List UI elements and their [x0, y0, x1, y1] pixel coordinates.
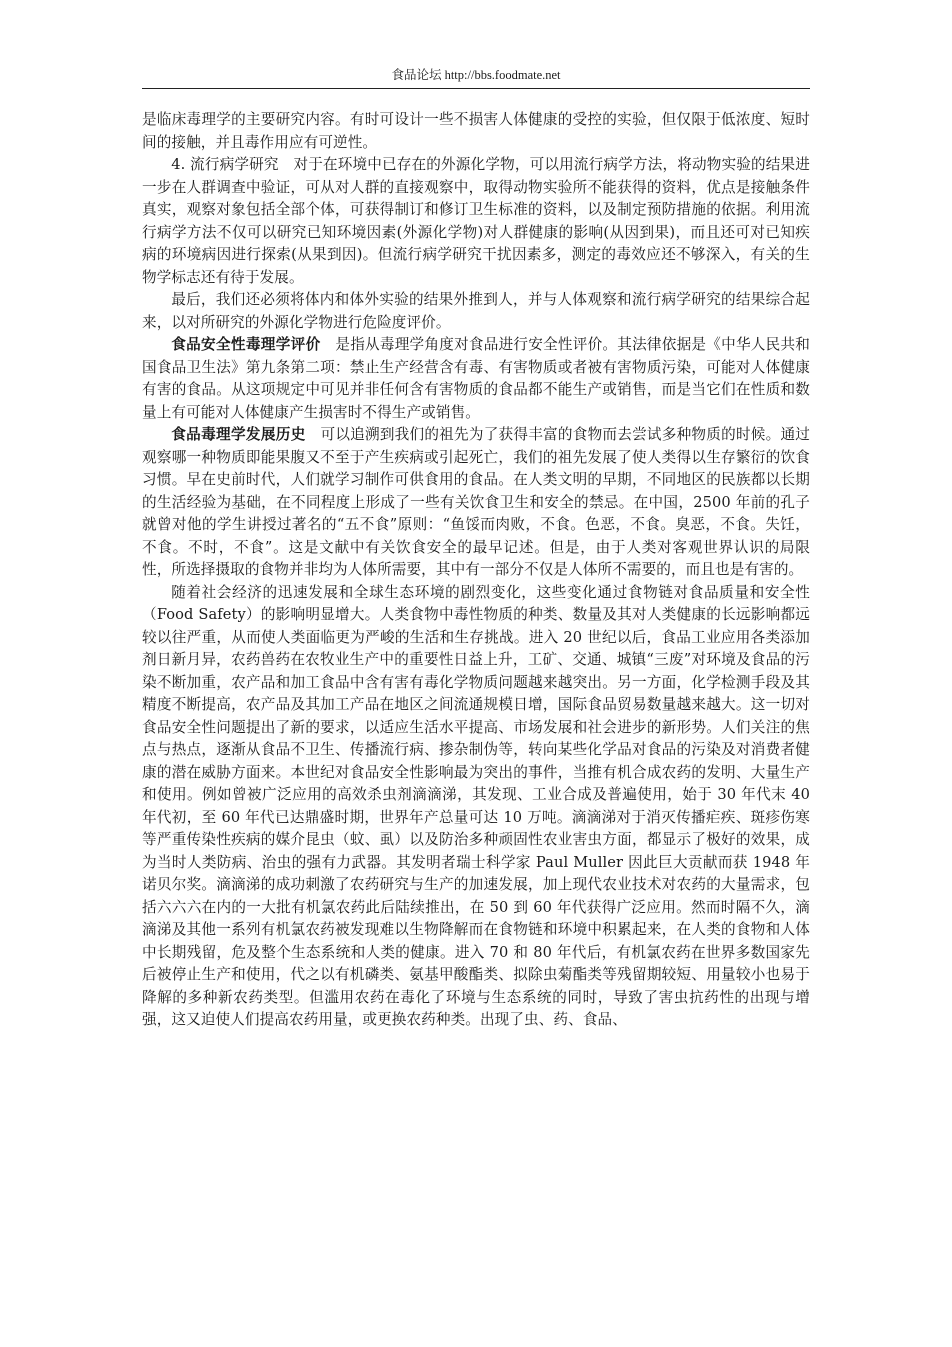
paragraph-text: 随着社会经济的迅速发展和全球生态环境的剧烈变化，这些变化通过食物链对食品质量和安全性（Food Safety）的影响明显增大。人类食物中毒性物质的种类、数量及其对人类健康的长远影响都远较以往严重，从而使人类面临更为严峻的生活和生存挑战。进入 20 世纪以后，食品工业应用各类添加剂日新月异，农药兽药在农牧业生产中的重要性日益上升，工矿、交通、城镇“三废”对环境及食品的污染不断加重，农产品和加工食品中含有害有毒化学物质问题越来越突出。另一方面，化学检测手段及其精度不断提高，农产品及其加工产品在地区之间流通规模日增，国际食品贸易数量越来越大。这一切对食品安全性问题提出了新的要求，以适应生活水平提高、市场发展和社会进步的新形势。人们关注的焦点与热点，逐渐从食品不卫生、传播流行病、掺杂制伪等，转向某些化学品对食品的污染及对消费者健康的潜在威胁方面来。本世纪对食品安全性影响最为突出的事件，当推有机合成农药的发明、大量生产和使用。例如曾被广泛应用的高效杀虫剂滴滴涕，其发现、工业合成及普遍使用，始于 30 年代末 40 年代初，至 60 年代已达鼎盛时期，世界年产总量可达 10 万吨。滴滴涕对于消灭传播疟疾、斑疹伤寒等严重传染性疾病的媒介昆虫（蚊、虱）以及防治多种顽固性农业害虫方面，都显示了极好的效果，成为当时人类防病、治虫的强有力武器。其发明者瑞士科学家 Paul Muller 因此巨大贡献而获 1948 年诺贝尔奖。滴滴涕的成功刺激了农药研究与生产的加速发展，加上现代农业技术对农药的大量需求，包括六六六在内的一大批有机氯农药此后陆续推出，在 50 到 60 年代获得广泛应用。然而时隔不久，滴滴涕及其他一系列有机氯农药被发现难以生物降解而在食物链和环境中积累起来，在人类的食物和人体中长期残留，危及整个生态系统和人类的健康。进入 70 和 80 年代后，有机氯农药在世界多数国家先后被停止生产和使用，代之以有机磷类、氨基甲酸酯类、拟除虫菊酯类等残留期较短、用量较小也易于降解的多种新农药类型。但滥用农药在毒化了环境与生态系统的同时，导致了害虫抗药性的出现与增强，这又迫使人们提高农药用量，或更换农药种类。出现了虫、药、食品、	[142, 583, 810, 1028]
paragraph-clinical-toxicology	[142, 109, 810, 154]
paragraph-food-safety-evaluation	[142, 334, 810, 424]
paragraph-text: 4. 流行病学研究 对于在环境中已存在的外源化学物，可以用流行病学方法，将动物实验的结果进一步在人群调查中验证，可从对人群的直接观察中，取得动物实验所不能获得的资料，优点是接触条件真实，观察对象包括全部个体，可获得制订和修订卫生标准的资料，以及制定预防措施的依据。利用流行病学方法不仅可以研究已知环境因素(外源化学物)对人群健康的影响(从因到果)，而且还可对已知疾病的环境病因进行探索(从果到因)。但流行病学研究干扰因素多，测定的毒效应还不够深入，有关的生物学标志还有待于发展。	[142, 156, 810, 286]
paragraph-epidemiology	[142, 154, 810, 289]
paragraph-history	[142, 424, 810, 582]
header-divider	[142, 88, 810, 89]
paragraph-risk-assessment	[142, 289, 810, 334]
paragraph-text: 最后，我们还必须将体内和体外实验的结果外推到人，并与人体观察和流行病学研究的结果综合起来，以对所研究的外源化学物进行危险度评价。	[142, 291, 810, 331]
paragraph-text: 是临床毒理学的主要研究内容。有时可设计一些不损害人体健康的受控的实验，但仅限于低浓度、短时间的接触，并且毒作用应有可逆性。	[142, 111, 810, 151]
paragraph-modern-development	[142, 582, 810, 1032]
paragraph-text: 是指从毒理学角度对食品进行安全性评价。其法律依据是《中华人民共和国食品卫生法》第九条第二项：禁止生产经营含有毒、有害物质或者被有害物质污染，可能对人体健康有害的食品。从这项规定中可见并非任何含有害物质的食品都不能生产或销售，而是当它们在性质和数量上有可能对人体健康产生损害时不得生产或销售。	[142, 336, 810, 421]
term-heading: 食品安全性毒理学评价	[171, 336, 321, 353]
term-heading: 食品毒理学发展历史	[171, 426, 306, 443]
paragraph-text: 可以追溯到我们的祖先为了获得丰富的食物而去尝试多种物质的时候。通过观察哪一种物质即能果腹又不至于产生疾病或引起死亡，我们的祖先发展了使人类得以生存繁衍的饮食习惯。早在史前时代，人们就学习制作可供食用的食品。在人类文明的早期，不同地区的民族都以长期的生活经验为基础，在不同程度上形成了一些有关饮食卫生和安全的禁忌。在中国，2500 年前的孔子就曾对他的学生讲授过著名的“五不食”原则：“鱼馁而肉败，不食。色恶，不食。臭恶，不食。失饪，不食。不时，不食”。这是文献中有关饮食安全的最早记述。但是，由于人类对客观世界认识的局限性，所选择摄取的食物并非均为人体所需要，其中有一部分不仅是人体所不需要的，而且也是有害的。	[142, 426, 810, 578]
page-header: 食品论坛 http://bbs.foodmate.net	[391, 68, 561, 82]
document-body	[142, 109, 810, 1032]
